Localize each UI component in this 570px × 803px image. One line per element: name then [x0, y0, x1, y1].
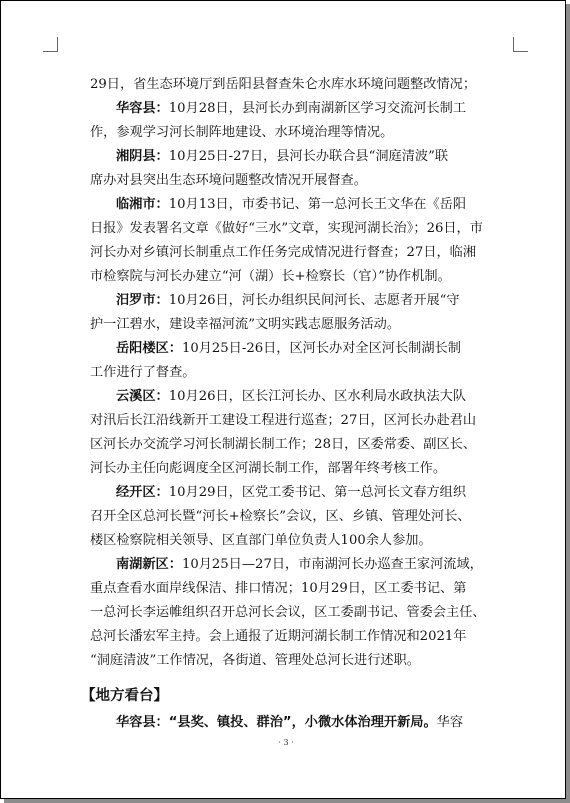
county-name: 华容县： [116, 715, 169, 730]
paragraph-line: 一总河长李运帷组织召开总河长会议，区工委副书记、管委会主任、 [90, 605, 486, 620]
paragraph-line: 工作进行了督查。 [90, 365, 196, 380]
county-name: 湘阴县： [116, 149, 169, 164]
paragraph-line: 临湘市：10月13日，市委书记、第一总河长王文华在《岳阳 [116, 197, 467, 212]
paragraph-line: “洞庭清波”工作情况，各街道、管理处总河长进行述职。 [90, 653, 420, 668]
headline-text: “县奖、镇投、群治”，小微水体治理开新局。 [168, 715, 437, 730]
paragraph-line: 湘阴县：10月25日-27日，县河长办联合县“洞庭清波”联 [116, 149, 449, 164]
county-name: 南湖新区： [116, 557, 182, 572]
county-name: 华容县： [116, 101, 169, 116]
section-heading: 【地方看台】 [81, 688, 168, 704]
paragraph-line: 河长办主任向彪调度全区河湖长制工作，部署年终考核工作。 [90, 461, 447, 476]
paragraph-line: 楼区检察院相关领导、区直部门单位负责人100余人参加。 [90, 533, 432, 548]
paragraph-line: 南湖新区：10月25日—27日，市南湖河长办巡查王家河流域， [116, 557, 483, 572]
county-name: 经开区： [116, 485, 169, 500]
paragraph-line: 日报》发表署名文章《做好“三水”文章，实现河湖长治》；26日，市 [90, 221, 483, 236]
paragraph-line: 总河长潘宏军主持。会上通报了近期河湖长制工作情况和2021年 [90, 629, 467, 644]
paragraph-line: 华容县：“县奖、镇投、群治”，小微水体治理开新局。华容 [116, 715, 464, 730]
paragraph-line: 重点查看水面岸线保洁、排口情况；10月29日，区工委书记、第 [90, 581, 467, 596]
county-name: 汨罗市： [116, 293, 169, 308]
paragraph-line: 对汛后长江沿线新开工建设工程进行巡查；27日，区河长办赴君山 [90, 413, 477, 428]
page-number: · 3 · [278, 738, 294, 747]
paragraph-line: 经开区：10月29日，区党工委书记、第一总河长文春方组织 [116, 485, 467, 500]
paragraph-line: 岳阳楼区：10月25日-26日，区河长办对全区河长制湖长制 [116, 341, 461, 356]
paragraph-line: 华容县：10月28日，县河长办到南湖新区学习交流河长制工 [116, 101, 467, 116]
crop-mark-top-left [43, 37, 58, 52]
paragraph-line: 护一江碧水，建设幸福河流”文明实践志愿服务活动。 [90, 317, 401, 332]
paragraph-line: 29日，省生态环境厅到岳阳县督查朱仑水库水环境问题整改情况； [90, 77, 477, 92]
county-name: 临湘市： [116, 197, 169, 212]
document-body [90, 73, 504, 673]
county-name: 云溪区： [116, 389, 169, 404]
paragraph-line: 市检察院与河长办建立“河（湖）长+检察长（官）”协作机制。 [90, 269, 451, 284]
paragraph-line: 区河长办交流学习河长制湖长制工作；28日，区委常委、副区长、 [90, 437, 477, 452]
paragraph-line: 席办对县突出生态环境问题整改情况开展督查。 [90, 173, 367, 188]
paragraph-line: 召开全区总河长暨“河长+检察长”会议，区、乡镇、管理处河长、 [90, 509, 471, 524]
county-name: 岳阳楼区： [116, 341, 182, 356]
paragraph-line: 河长办对乡镇河长制重点工作任务完成情况进行督查；27日，临湘 [90, 245, 477, 260]
paragraph-line: 作，参观学习河长制阵地建设、水环境治理等情况。 [90, 125, 394, 140]
crop-mark-top-right [513, 37, 528, 52]
paragraph-line: 云溪区：10月26日，区长江河长办、区水利局水政执法大队 [116, 389, 467, 404]
paragraph-line: 汨罗市：10月26日，河长办组织民间河长、志愿者开展“守 [116, 293, 460, 308]
